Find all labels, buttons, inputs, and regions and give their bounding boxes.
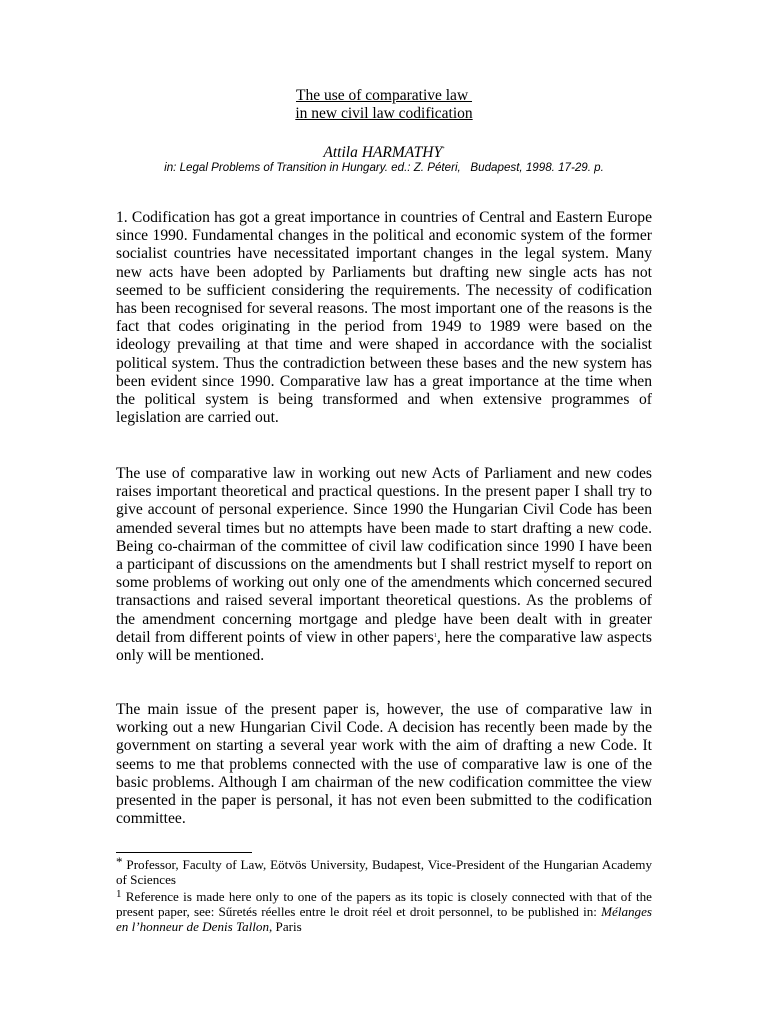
document-title: [116, 87, 652, 123]
footnote-2-italic-title: Mélanges en l’honneur de Denis Tallon: [116, 904, 652, 935]
footnote-1-mark: *: [116, 854, 123, 869]
paragraph-1: 1. Codification has got a great importance in countries of Central and Eastern Europe since 1990. Fundamental changes in the political and economic system of the former socialist countries have necessitated important changes in the legal system. Many new acts have been adopted by Parliaments but drafting new single acts has not seemed to be sufficient considering the requirements. The necessity of codification has been recognised for several reasons. The most important one of the reasons is the fact that codes originating in the period from 1949 to 1989 were based on the ideology prevailing at that time and were shaped in accordance with the socialist political system. Thus the contradiction between these bases and the new system has been evident since 1990. Comparative law has a great importance at the time when the political system is being transformed and when extensive programmes of legislation are carried out.: [116, 209, 652, 427]
source-citation: in: Legal Problems of Transition in Hungary. ed.: Z. Péteri, Budapest, 1998. 17-29. p.: [164, 161, 604, 174]
author-footnote-mark: *: [442, 147, 445, 152]
paragraph-2-text-after-note: , here the comparative law aspects only will be mentioned.: [116, 628, 653, 665]
footnote-separator: [116, 852, 252, 853]
footnote-1: [116, 854, 652, 888]
title-line-2: in new civil law codification: [295, 105, 473, 122]
footnote-1-text: Professor, Faculty of Law, Eötvös University, Budapest, Vice-President of the Hungarian Academy of Sciences: [116, 857, 652, 888]
footnote-2-text: Reference is made here only to one of the papers as its topic is closely connected with that of the present paper, see: Sűretés réelles entre le droit réel et droit personnel, to be published in:: [116, 889, 652, 920]
footnote-2-end: , Paris: [269, 919, 302, 935]
title-line-1: The use of comparative law: [295, 87, 473, 104]
paragraph-2: [116, 465, 652, 665]
paragraph-2-text-before-note: The use of comparative law in working out new Acts of Parliament and new codes raises important theoretical and practical questions. In the present paper I shall try to give account of personal experience. Since 1990 the Hungarian Civil Code has been amended several times but no attempts have been made to start drafting a new code. Being co-chairman of the committee of civil law codification since 1990 I have been a participant of discussions on the amendments but I shall restrict myself to report on some problems of working out only one of the amendments which concerned secured transactions and raised several important theoretical questions. As the problems of the amendment concerning mortgage and pledge have been dealt with in greater detail from different points of view in other papers: [116, 465, 652, 646]
author-line: [116, 141, 652, 162]
footnote-2: [116, 889, 652, 935]
paragraph-3: The main issue of the present paper is, however, the use of comparative law in working out a new Hungarian Civil Code. A decision has recently been made by the government on starting a several year work with the aim of drafting a new Code. It seems to me that problems connected with the use of comparative law is one of the basic problems. Although I am chairman of the new codification committee the view presented in the paper is personal, it has not even been submitted to the codification committee.: [116, 701, 652, 828]
footnote-reference-1: 1: [433, 632, 437, 639]
footnote-2-mark: 1: [116, 888, 122, 900]
author-name: Attila HARMATHY: [323, 144, 443, 161]
